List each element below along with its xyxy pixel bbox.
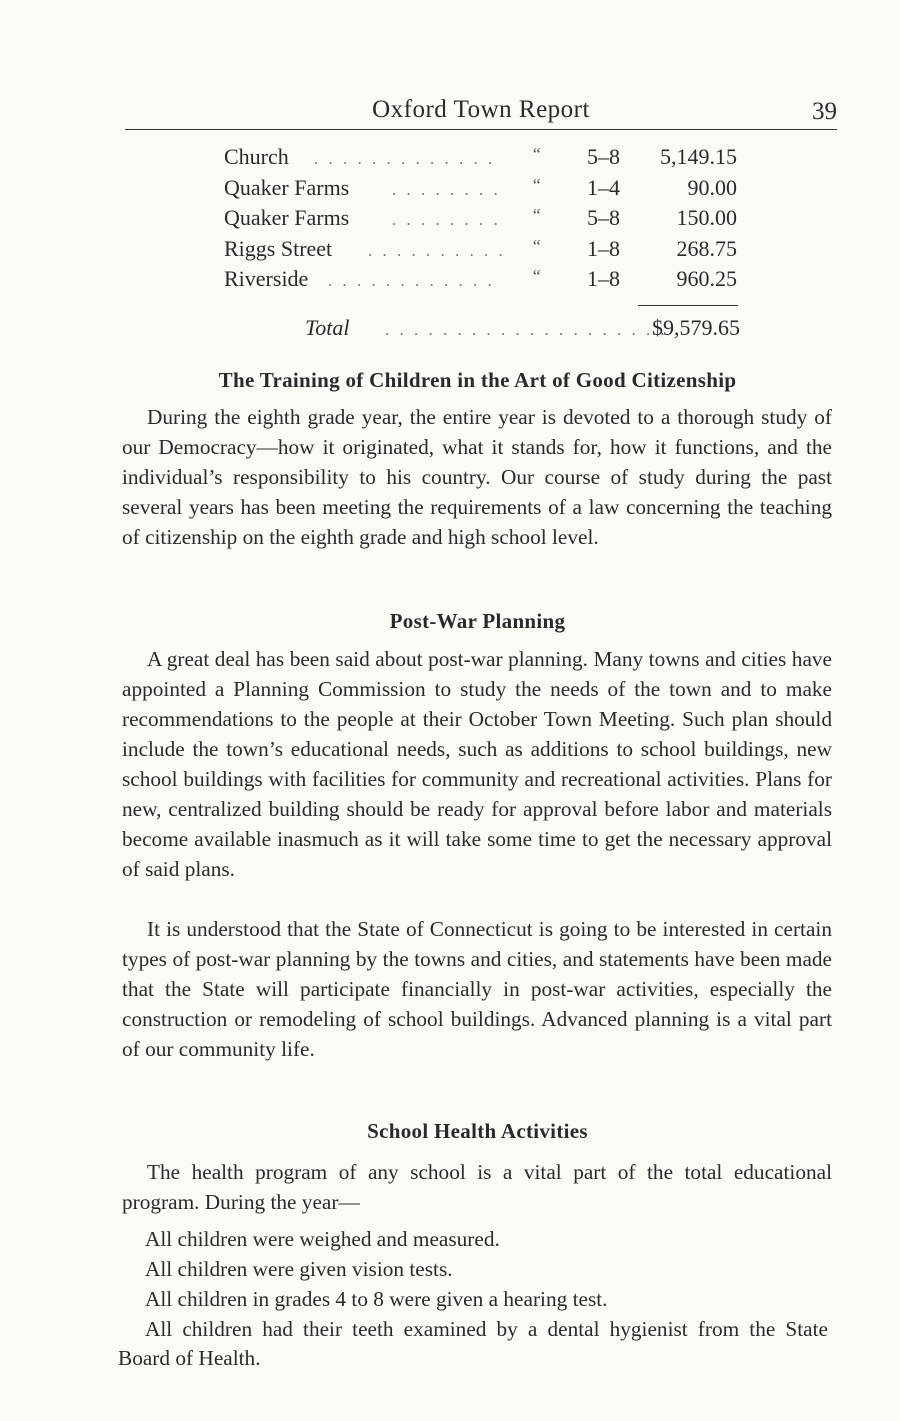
grade-range: 5–8 bbox=[587, 144, 620, 169]
table-row bbox=[224, 266, 744, 297]
post-war-paragraph-2: It is understood that the State of Connecticut is going to be interested in certain types of post-war planning by the towns and cities, and statements have been made that the State will participate financially in post-war activities, especially the construction or remodeling of school buildings. Advanced planning is a vital part of our community life. bbox=[122, 917, 832, 1061]
list-item: All children were given vision tests. bbox=[145, 1257, 453, 1281]
ditto-mark: “ bbox=[531, 174, 542, 195]
amount: 960.25 bbox=[676, 266, 737, 291]
total-label: Total bbox=[305, 315, 350, 340]
health-intro: The health program of any school is a vital part of the total educational program. During the year— bbox=[122, 1160, 832, 1214]
table-row bbox=[224, 205, 744, 236]
total-value: $9,579.65 bbox=[652, 315, 740, 340]
leader-dots: . . . . . . . . . . . . . . . . . . . . bbox=[385, 320, 668, 339]
grade-range: 1–4 bbox=[587, 174, 620, 200]
table-row bbox=[224, 144, 744, 175]
school-name: Riggs Street bbox=[224, 235, 333, 261]
running-title: Oxford Town Report bbox=[372, 96, 590, 123]
expenditure-table bbox=[224, 144, 744, 297]
grade-range: 1–8 bbox=[587, 266, 620, 291]
leader-dots: . . . . . . . . . . . . . bbox=[314, 149, 496, 168]
citizenship-paragraph: During the eighth grade year, the entire year is devoted to a thorough study of our Democracy—how it originated, what it stands for, how it functions, and the individual’s responsibility to his country. Our course of study during the past several years has been meeting the requirements of a law concerning the teaching of citizenship on the eighth grade and high school level. bbox=[122, 405, 832, 549]
amount: 150.00 bbox=[676, 205, 737, 230]
amount: 90.00 bbox=[687, 174, 737, 200]
leader-dots: . . . . . . . . . . . . bbox=[328, 271, 495, 290]
total-rule bbox=[638, 305, 738, 306]
leader-dots: . . . . . . . . bbox=[392, 179, 501, 199]
ditto-mark: “ bbox=[531, 235, 542, 256]
header-rule bbox=[125, 129, 837, 130]
running-header bbox=[125, 96, 837, 132]
ditto-mark: “ bbox=[531, 266, 542, 286]
grade-range: 1–8 bbox=[587, 235, 620, 261]
amount: 5,149.15 bbox=[660, 144, 737, 169]
school-name: Quaker Farms bbox=[224, 205, 350, 230]
citizenship-heading: The Training of Children in the Art of Good Citizenship bbox=[218, 368, 737, 392]
grade-range: 5–8 bbox=[587, 205, 620, 230]
ditto-mark: “ bbox=[531, 205, 542, 225]
page-number: 39 bbox=[812, 98, 837, 125]
school-name: Riverside bbox=[224, 266, 309, 291]
total-row bbox=[305, 315, 740, 345]
list-item: All children in grades 4 to 8 were given a hearing test. bbox=[145, 1287, 608, 1311]
leader-dots: . . . . . . . . . . bbox=[368, 240, 506, 260]
amount: 268.75 bbox=[676, 235, 737, 261]
post-war-heading: Post-War Planning bbox=[389, 609, 566, 633]
health-heading: School Health Activities bbox=[367, 1119, 588, 1143]
list-item: All children were weighed and measured. bbox=[145, 1227, 500, 1251]
table-row bbox=[224, 236, 744, 267]
list-item: All children had their teeth examined by a dental hygienist from the State Board of Health. bbox=[118, 1317, 828, 1370]
school-name: Church bbox=[224, 144, 289, 169]
post-war-paragraph-1: A great deal has been said about post-war planning. Many towns and cities have appointed a Planning Commission to study the needs of the town and to make recommendations to the people at their October Town Meeting. Such plan should include the town’s educational needs, such as additions to school buildings, new school buildings with facilities for community and recreational activities. Plans for new, centralized building should be ready for approval before labor and materials become available inasmuch as it will take some time to get the necessary approval of said plans. bbox=[122, 647, 832, 881]
ditto-mark: “ bbox=[531, 144, 542, 164]
table-row bbox=[224, 175, 744, 206]
school-name: Quaker Farms bbox=[224, 174, 350, 200]
leader-dots: . . . . . . . . bbox=[392, 210, 501, 229]
